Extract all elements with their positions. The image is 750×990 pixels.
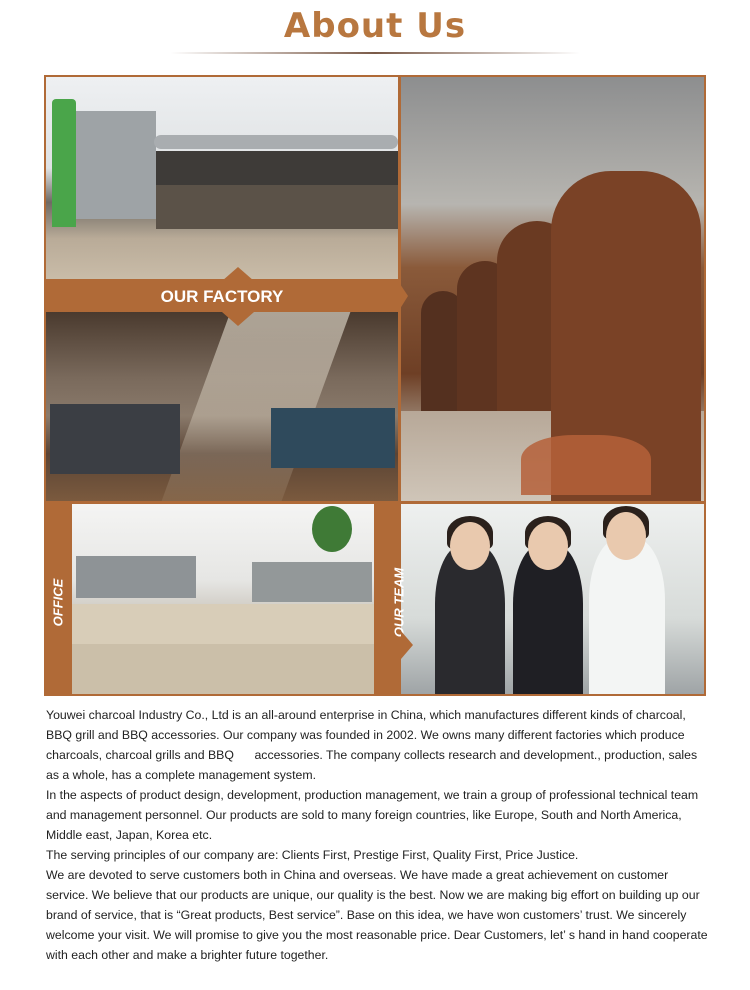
face-shape xyxy=(606,512,646,560)
person-shape xyxy=(589,538,665,694)
desk-partition-shape xyxy=(252,562,372,602)
machine-shape xyxy=(271,408,395,468)
office-arrow xyxy=(374,631,386,659)
desk-shape xyxy=(72,604,374,644)
desk-base-shape xyxy=(72,644,374,694)
page-title: About Us xyxy=(283,6,467,46)
factory-banner xyxy=(46,281,398,312)
silo-shape xyxy=(52,99,76,227)
plant-shape xyxy=(312,506,352,552)
workshop-photo xyxy=(46,312,398,501)
banner-arrow-down xyxy=(222,312,254,326)
office-photo xyxy=(72,504,374,694)
photo-collage xyxy=(44,75,706,696)
paragraph-service: We are devoted to serve customers both in China and overseas. We have made a great achievement on customer service. We believe that our products are unique, our quality is the best. Now we are making big effort on building up our brand of service, that is “Great products, Best service”. Base on this idea, we have won customers’ trust. We sincerely welcome your visit. We will promise to give you the most reasonable price. Dear Customers, let’ s hand in hand cooperate with each other and make a brighter future together. xyxy=(46,868,708,962)
face-shape xyxy=(450,522,490,570)
roof-shape xyxy=(156,151,398,185)
desk-partition-shape xyxy=(76,556,196,598)
paragraph-intro: Youwei charcoal Industry Co., Ltd is an all-around enterprise in China, which manufactures different kinds of charcoal, BBQ grill and BBQ accessories. Our company was founded in 2002. We owns many different factories which produce charcoals, charcoal grills and BBQ accessories. The company collects research and development., production, sales as a whole, has a complete management system. xyxy=(46,708,698,782)
office-label: OFFICE xyxy=(50,578,66,627)
team-photo xyxy=(401,504,704,694)
paragraph-principles: The serving principles of our company are: Clients First, Prestige First, Quality First, Price Justice. xyxy=(46,848,579,862)
team-label: OUR TEAM xyxy=(391,567,407,638)
machine-shape xyxy=(50,404,180,474)
factory-label: OUR FACTORY xyxy=(160,287,284,306)
title-divider xyxy=(170,52,580,54)
banner-arrow-up xyxy=(222,267,254,281)
company-description xyxy=(46,705,710,965)
paragraph-team: In the aspects of product design, development, production management, we train a group of professional technical team and management personnel. Our products are sold to many foreign countries, like Europe, South and North America, Middle east, Japan, Korea etc. xyxy=(46,788,699,842)
kiln-hall-photo xyxy=(401,77,704,501)
dust-collector-shape xyxy=(76,111,156,219)
light-beam-shape xyxy=(162,312,351,501)
shed-shape xyxy=(156,185,398,229)
team-arrow xyxy=(401,631,413,659)
brick-pile-shape xyxy=(521,435,651,495)
factory-exterior-photo xyxy=(46,77,398,279)
banner-arrow-right xyxy=(398,281,408,312)
face-shape xyxy=(528,522,568,570)
pipe-shape xyxy=(154,135,398,149)
